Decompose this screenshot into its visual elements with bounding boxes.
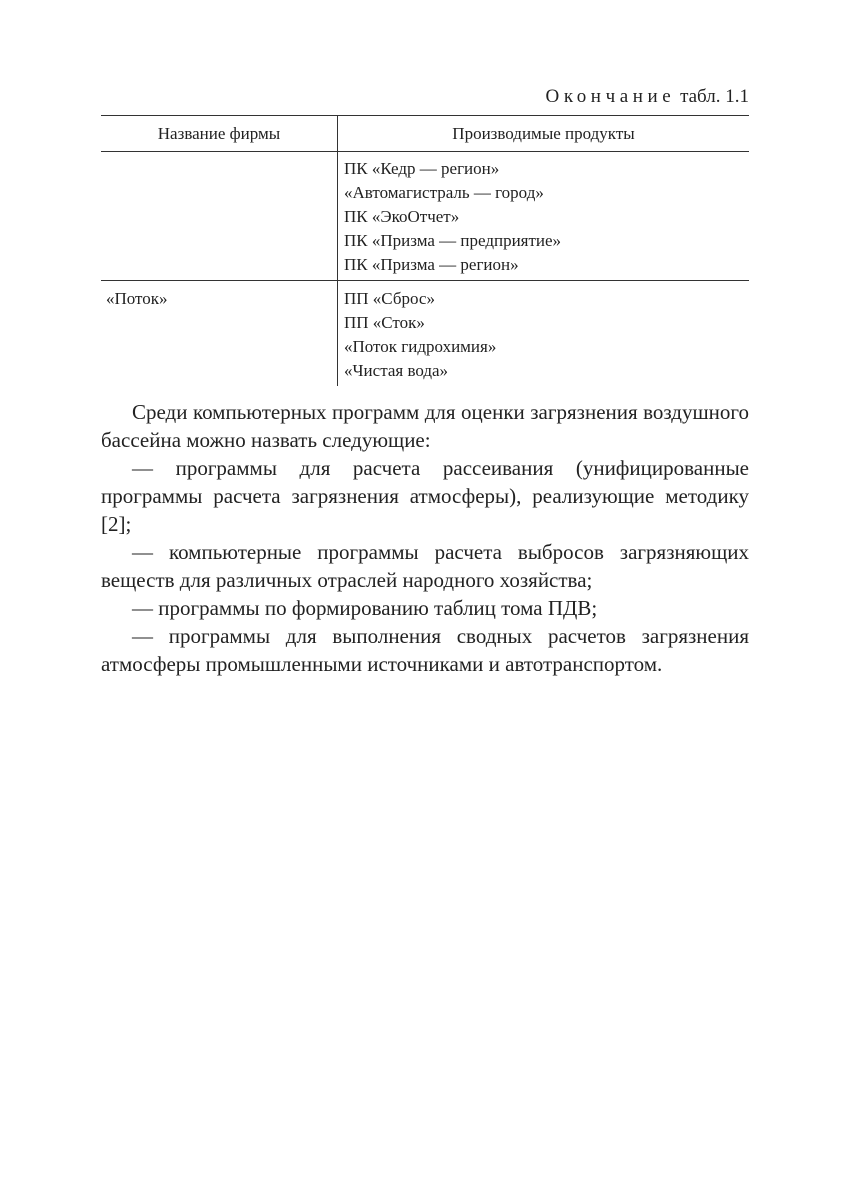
table-caption <box>546 86 749 108</box>
product-item: ПП «Сток» <box>344 313 425 332</box>
table-header-row <box>101 116 749 152</box>
product-item: ПК «Призма — регион» <box>344 255 519 274</box>
caption-table-ref: табл. 1.1 <box>680 86 749 107</box>
products-table <box>101 115 749 386</box>
product-item: ПП «Сброс» <box>344 289 435 308</box>
list-item-summary-calc: — программы для выполнения сводных расчетов загрязнения атмосферы промышленными источниками и автотранспортом. <box>101 624 749 676</box>
firm-cell <box>101 281 338 387</box>
firm-name: «Поток» <box>106 289 168 308</box>
list-item-emissions: — компьютерные программы расчета выбросов загрязняющих веществ для различных отраслей народного хозяйства; <box>101 540 749 592</box>
paragraph-intro: Среди компьютерных программ для оценки загрязнения воздушного бассейна можно назвать следующие: <box>101 400 749 452</box>
caption-label: Окончание <box>545 86 676 107</box>
body-text <box>101 398 749 678</box>
table-row <box>101 281 749 387</box>
firm-cell <box>101 152 338 281</box>
header-firm-name: Название фирмы <box>101 116 338 152</box>
product-item: «Чистая вода» <box>344 361 449 380</box>
products-cell <box>338 281 750 387</box>
product-item: ПК «ЭкоОтчет» <box>344 207 460 226</box>
product-item: «Автомагистраль — город» <box>344 183 544 202</box>
product-item: ПК «Призма — предприятие» <box>344 231 562 250</box>
products-cell <box>338 152 750 281</box>
list-item-pdv-tables: — программы по формированию таблиц тома ПДВ; <box>132 596 598 620</box>
product-item: ПК «Кедр — регион» <box>344 159 500 178</box>
table-row <box>101 152 749 281</box>
product-item: «Поток гидрохимия» <box>344 337 497 356</box>
list-item-dispersion: — программы для расчета рассеивания (унифицированные программы расчета загрязнения атмосферы), реализующие методику [2]; <box>101 456 749 536</box>
firm-name <box>101 152 337 158</box>
header-products: Производимые продукты <box>338 116 750 152</box>
